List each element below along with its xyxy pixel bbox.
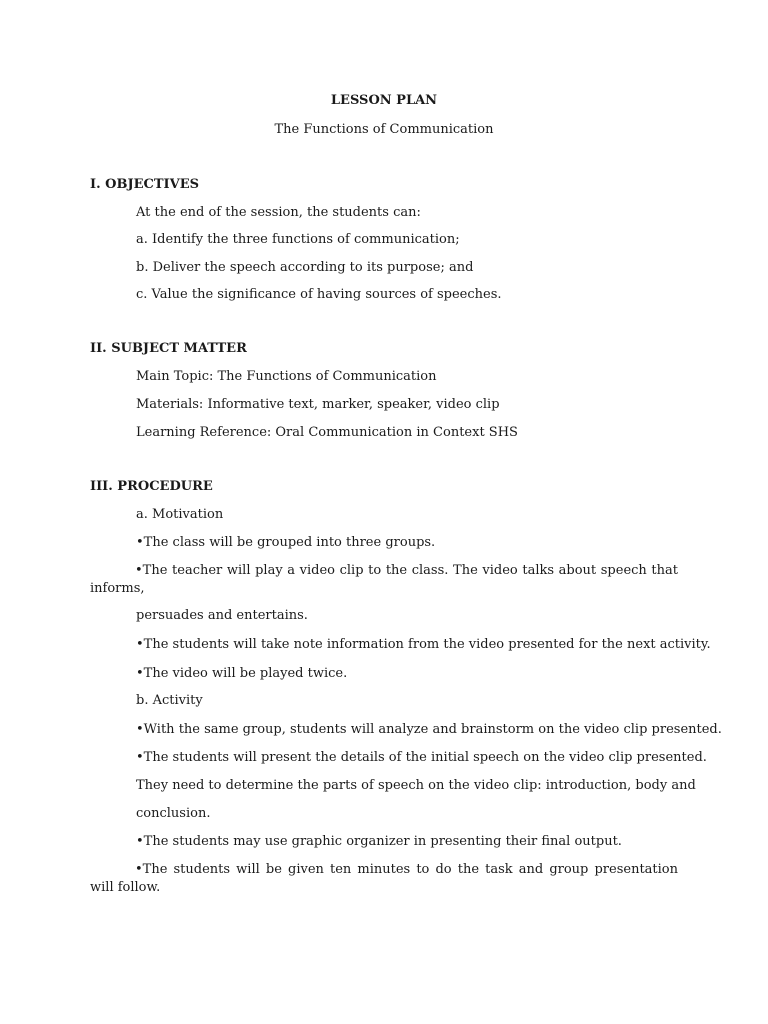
motivation-item: •The video will be played twice. — [136, 666, 348, 681]
objective-item: c. Value the significance of having sources of speeches. — [136, 287, 502, 302]
procedure-heading: III. PROCEDURE — [90, 479, 213, 494]
motivation-item: •The class will be grouped into three groups. — [136, 535, 436, 550]
learning-reference: Learning Reference: Oral Communication in Context SHS — [136, 425, 518, 440]
motivation-item: persuades and entertains. — [136, 608, 308, 623]
motivation-item: •The students will take note information from the video presented for the next activity. — [136, 637, 711, 652]
motivation-item: •The teacher will play a video clip to the class. The video talks about speech that informs, — [90, 563, 678, 596]
document-subtitle: The Functions of Communication — [274, 122, 494, 137]
activity-label: b. Activity — [136, 693, 203, 708]
materials: Materials: Informative text, marker, speaker, video clip — [136, 397, 500, 412]
activity-item: •With the same group, students will analyze and brainstorm on the video clip presented. — [136, 722, 722, 737]
activity-item: •The students may use graphic organizer in presenting their final output. — [136, 834, 622, 849]
activity-item: •The students will be given ten minutes to do the task and group presentation will follow. — [90, 862, 678, 895]
objectives-intro: At the end of the session, the students can: — [136, 205, 421, 220]
activity-item: conclusion. — [136, 806, 211, 821]
motivation-label: a. Motivation — [136, 507, 224, 522]
objective-item: a. Identify the three functions of communication; — [136, 232, 460, 247]
document-title: LESSON PLAN — [330, 93, 438, 108]
main-topic: Main Topic: The Functions of Communication — [136, 369, 437, 384]
activity-item: They need to determine the parts of speech on the video clip: introduction, body and — [136, 778, 696, 793]
objective-item: b. Deliver the speech according to its purpose; and — [136, 260, 474, 275]
objectives-heading: I. OBJECTIVES — [90, 177, 199, 192]
subject-matter-heading: II. SUBJECT MATTER — [90, 341, 247, 356]
activity-item: •The students will present the details of the initial speech on the video clip presented. — [136, 750, 707, 765]
